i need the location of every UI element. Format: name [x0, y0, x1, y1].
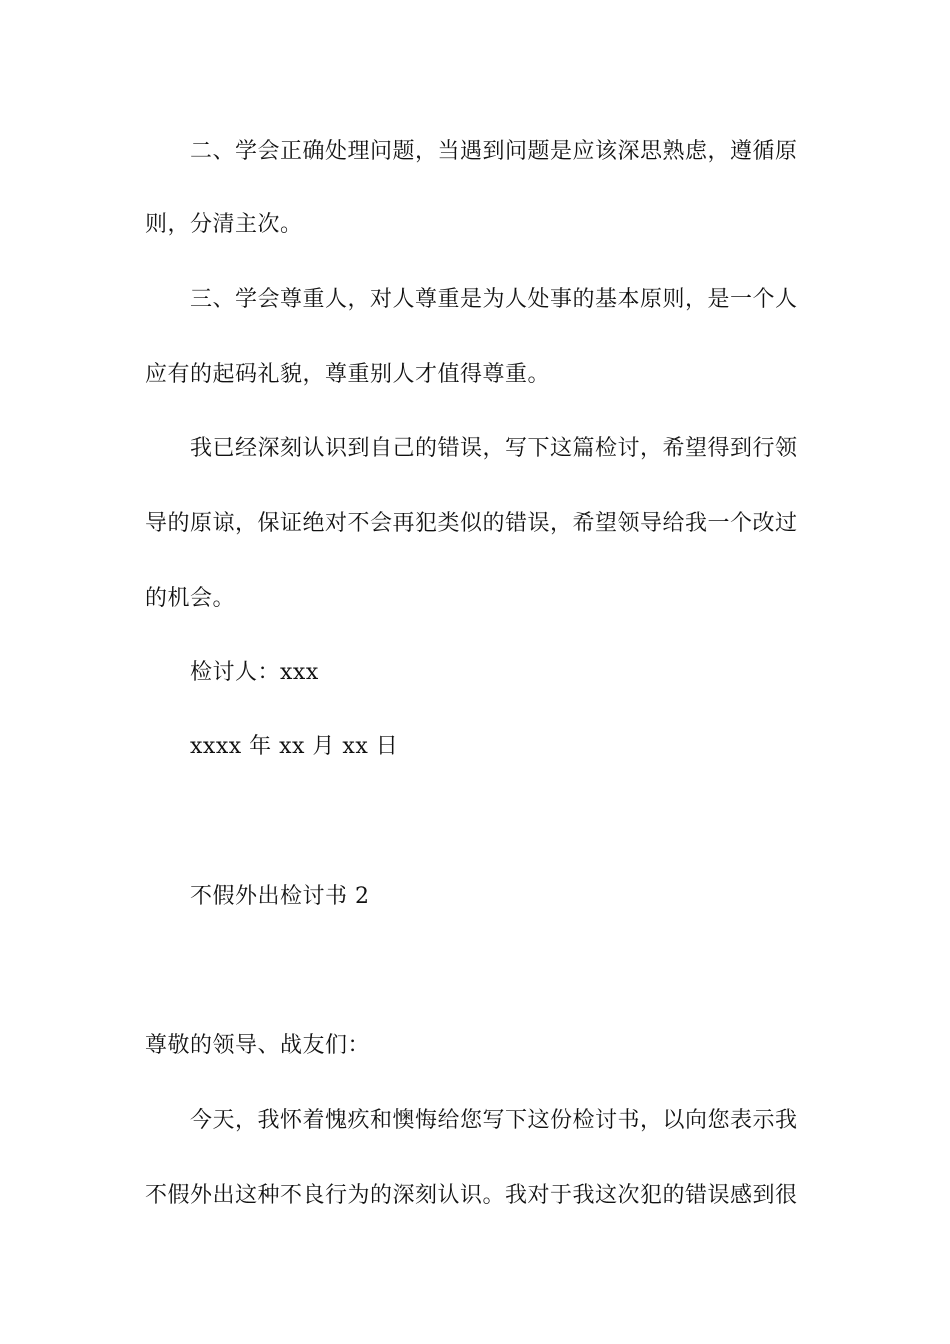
paragraph-line: 的机会。	[145, 586, 236, 611]
section-title: 不假外出检讨书 2	[190, 884, 370, 909]
paragraph-line: 今天，我怀着愧疚和懊悔给您写下这份检讨书，以向您表示我	[190, 1108, 798, 1133]
paragraph-line: 二、学会正确处理问题，当遇到问题是应该深思熟虑，遵循原	[190, 139, 798, 164]
paragraph-line: 应有的起码礼貌，尊重别人才值得尊重。	[145, 362, 551, 387]
date-line: xxxx 年 xx 月 xx 日	[190, 734, 399, 759]
paragraph-line: 不假外出这种不良行为的深刻认识。我对于我这次犯的错误感到很	[145, 1183, 798, 1208]
paragraph-line: 导的原谅，保证绝对不会再犯类似的错误，希望领导给我一个改过	[145, 511, 798, 536]
paragraph-line: 则，分清主次。	[145, 212, 303, 237]
paragraph-line: 三、学会尊重人，对人尊重是为人处事的基本原则，是一个人	[190, 287, 798, 312]
signature-line: 检讨人：xxx	[190, 660, 319, 685]
salutation: 尊敬的领导、战友们：	[145, 1033, 371, 1058]
paragraph-line: 我已经深刻认识到自己的错误，写下这篇检讨，希望得到行领	[190, 436, 798, 461]
